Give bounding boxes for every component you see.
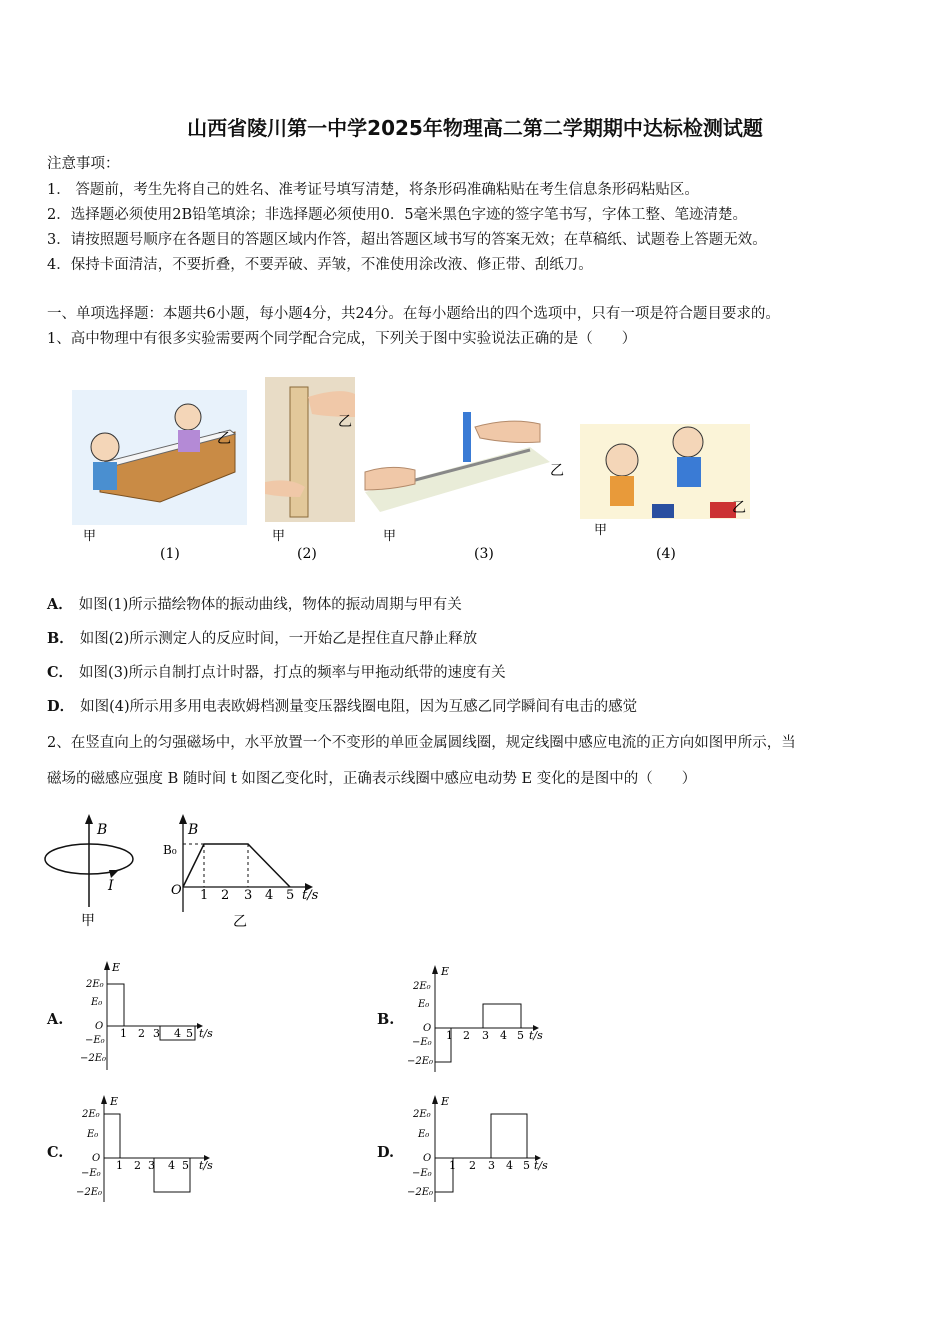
option-text: 如图(4)所示用多用电表欧姆档测量变压器线圈电阻，因为互感乙同学瞬间有电击的感觉 (80, 699, 638, 715)
t-axis-label: t/s (529, 1029, 543, 1042)
option-letter: C. (47, 1144, 64, 1161)
tick-label: 3 (153, 1027, 160, 1040)
option-letter: A． (47, 596, 73, 613)
tick-label: 3 (148, 1159, 155, 1172)
notes-heading: 注意事项： (47, 156, 120, 172)
e-tick: E₀ (91, 997, 103, 1008)
e-axis-label: E (110, 1095, 119, 1108)
tick-label: 1 (446, 1029, 453, 1042)
fig-yi-label: 乙 (233, 914, 247, 930)
e-tick: E₀ (418, 999, 430, 1010)
tick-label: 2 (134, 1159, 141, 1172)
e-tick: −E₀ (412, 1168, 432, 1179)
figure-label-1: (1) (160, 546, 180, 562)
tick-label: 4 (265, 888, 274, 903)
e-axis-label: E (112, 961, 121, 974)
tick-label: 1 (120, 1027, 127, 1040)
tick-label: 3 (244, 888, 253, 903)
label-jia: 甲 (383, 529, 397, 544)
e-tick: −E₀ (85, 1035, 105, 1046)
e-tick: 2E₀ (413, 981, 431, 992)
emf-curve (104, 1114, 190, 1192)
option-letter: B． (47, 630, 74, 647)
b-field-label: B (97, 822, 108, 838)
tick-label: 2 (221, 888, 230, 903)
origin-label: O (171, 883, 182, 898)
note-item: 4．保持卡面清洁，不要折叠，不要弄破、弄皱，不准使用涂改液、修正带、刮纸刀。 (47, 257, 593, 273)
tick-label: 5 (182, 1159, 189, 1172)
coil-diagram (45, 814, 133, 907)
figure-3-illustration (365, 412, 550, 512)
origin-label: O (92, 1153, 101, 1164)
e-tick: 2E₀ (86, 979, 104, 990)
graph-axes (101, 1095, 210, 1202)
e-tick: E₀ (418, 1129, 430, 1140)
tick-label: 1 (116, 1159, 123, 1172)
question-1-stem: 1、高中物理中有很多实验需要两个同学配合完成，下列关于图中实验说法正确的是（ ） (47, 331, 637, 347)
e-tick: −E₀ (412, 1037, 432, 1048)
e-tick: −2E₀ (407, 1056, 434, 1067)
e-tick: 2E₀ (413, 1109, 431, 1120)
figure-2-illustration (265, 377, 355, 522)
label-yi: 乙 (732, 500, 746, 516)
label-jia: 甲 (272, 529, 286, 544)
graph-d (403, 1092, 563, 1207)
option-letter: C． (47, 664, 74, 681)
q1-figure (60, 372, 760, 572)
option-letter: D. (377, 1144, 395, 1161)
emf-curve (435, 1114, 527, 1192)
q2-option-d[interactable] (377, 1144, 400, 1161)
figure-label-2: (2) (297, 546, 317, 562)
tick-label: 3 (482, 1029, 489, 1042)
label-jia: 甲 (594, 523, 608, 538)
tick-label: 2 (463, 1029, 470, 1042)
tick-label: 3 (488, 1159, 495, 1172)
tick-label: 1 (200, 888, 209, 903)
e-tick: −2E₀ (80, 1053, 107, 1064)
note-item: 1． 答题前，考生先将自己的姓名、准考证号填写清楚，将条形码准确粘贴在考生信息条形码粘贴区。 (47, 182, 699, 198)
tick-label: 5 (286, 888, 295, 903)
q2-figure (35, 812, 345, 937)
option-letter: A. (47, 1011, 64, 1028)
figure-label-3: (3) (474, 546, 494, 562)
b0-label: B₀ (163, 843, 177, 857)
question-2-stem: 磁场的磁感应强度 B 随时间 t 如图乙变化时，正确表示线圈中感应电动势 E 变化的是图中的（ ） (47, 771, 697, 787)
t-axis-label: t/s (302, 888, 319, 903)
tick-label: 4 (174, 1027, 181, 1040)
graph-axes (104, 961, 203, 1070)
tick-label: 1 (449, 1159, 456, 1172)
t-axis-label: t/s (534, 1159, 548, 1172)
e-tick: E₀ (87, 1129, 99, 1140)
option-b[interactable] (47, 627, 477, 648)
tick-label: 5 (517, 1029, 524, 1042)
tick-label: 5 (523, 1159, 530, 1172)
origin-label: O (95, 1021, 104, 1032)
e-tick: −2E₀ (76, 1187, 103, 1198)
e-tick: 2E₀ (82, 1109, 100, 1120)
origin-label: O (423, 1153, 432, 1164)
label-yi: 乙 (550, 463, 564, 479)
fig-jia-label: 甲 (81, 913, 95, 929)
graph-a (72, 958, 232, 1073)
option-d[interactable] (47, 695, 637, 716)
t-axis-label: t/s (199, 1159, 213, 1172)
option-text: 如图(2)所示测定人的反应时间，一开始乙是捏住直尺静止释放 (79, 631, 478, 647)
origin-label: O (423, 1023, 432, 1034)
tick-label: 2 (469, 1159, 476, 1172)
tick-label: 4 (500, 1029, 507, 1042)
label-jia: 甲 (83, 529, 97, 544)
tick-label: 4 (168, 1159, 175, 1172)
label-yi: 乙 (217, 431, 231, 447)
e-axis-label: E (441, 1095, 450, 1108)
note-item: 3．请按照题号顺序在各题目的答题区域内作答，超出答题区域书写的答案无效；在草稿纸、试题卷上答题无效。 (47, 232, 767, 248)
e-tick: −2E₀ (407, 1187, 434, 1198)
tick-label: 4 (506, 1159, 513, 1172)
graph-c (72, 1092, 232, 1207)
option-letter: B. (377, 1011, 395, 1028)
graph-b (403, 962, 563, 1077)
label-yi: 乙 (338, 414, 352, 430)
option-letter: D． (47, 698, 75, 715)
tick-label: 2 (138, 1027, 145, 1040)
e-axis-label: E (441, 965, 450, 978)
q2-option-b[interactable] (377, 1011, 400, 1028)
figure-label-4: (4) (656, 546, 676, 562)
page-title: 山西省陵川第一中学2025年物理高二第二学期期中达标检测试题 (187, 116, 763, 140)
section-heading: 一、单项选择题：本题共6小题，每小题4分，共24分。在每小题给出的四个选项中，只有一项是符合题目要求的。 (47, 306, 780, 322)
option-c[interactable] (47, 661, 506, 682)
graph-axes (432, 965, 539, 1072)
option-text: 如图(1)所示描绘物体的振动曲线，物体的振动周期与甲有关 (78, 597, 462, 613)
figure-4-illustration (580, 424, 750, 519)
q2-option-a[interactable] (47, 1011, 69, 1028)
option-text: 如图(3)所示自制打点计时器，打点的频率与甲拖动纸带的速度有关 (79, 665, 506, 681)
q2-option-c[interactable] (47, 1144, 69, 1161)
tick-label: 5 (186, 1027, 193, 1040)
question-2-stem: 2、在竖直向上的匀强磁场中，水平放置一个不变形的单匝金属圆线圈，规定线圈中感应电流的正方向如图甲所示，当 (47, 735, 796, 751)
figure-1-illustration (72, 390, 247, 525)
b-axis-label: B (188, 822, 199, 838)
note-item: 2．选择题必须使用2B铅笔填涂；非选择题必须使用0．5毫米黑色字迹的签字笔书写，字体工整、笔迹清楚。 (47, 207, 748, 223)
graph-axes (432, 1095, 541, 1202)
e-tick: −E₀ (81, 1168, 101, 1179)
option-a[interactable] (47, 593, 462, 614)
current-label: I (108, 878, 114, 894)
t-axis-label: t/s (199, 1027, 213, 1040)
